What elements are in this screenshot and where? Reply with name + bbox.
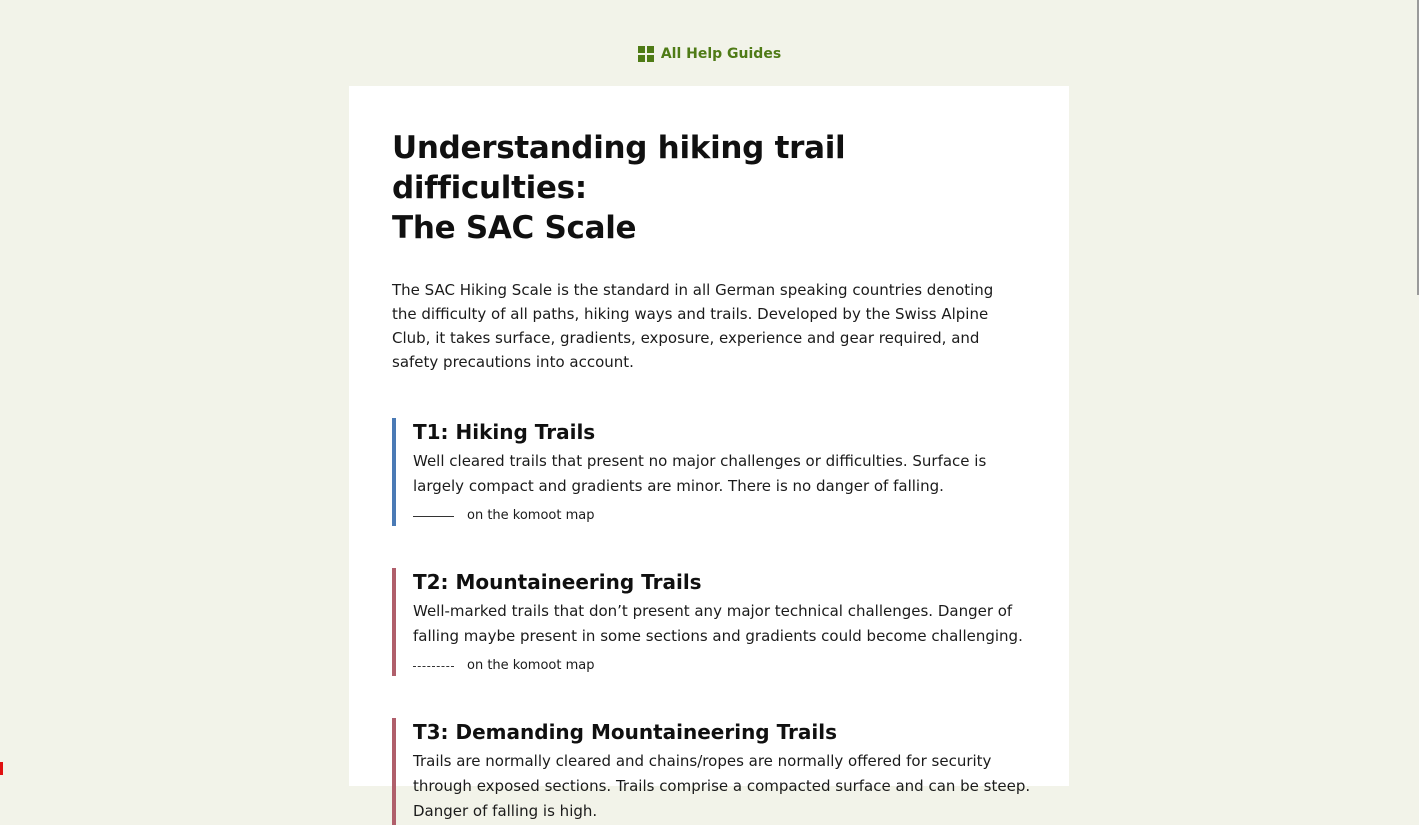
dashed-line-sample: [413, 666, 454, 667]
level-t1-description: Well cleared trails that present no major challenges or difficulties. Surface is largely compact and gradients are minor. There is no danger of falling.: [413, 452, 987, 495]
level-t3-title: T3: Demanding Mountaineering Trails: [413, 720, 838, 744]
all-help-guides-link[interactable]: [638, 46, 781, 62]
level-t3-section: [392, 718, 1031, 825]
level-t2-map-legend: [413, 657, 1026, 675]
all-help-guides-label: All Help Guides: [660, 46, 782, 62]
help-guides-nav: [0, 46, 1419, 62]
intro-paragraph: The SAC Hiking Scale is the standard in all German speaking countries denoting the difficulty of all paths, hiking ways and trails. Developed by the Swiss Alpine Club, it takes surface, gradients, exposure, experience and gear required, and safety precautions into account.: [392, 281, 994, 371]
level-t2-description: Well-marked trails that don’t present any major technical challenges. Danger of falling maybe present in some sections and gradients could become challenging.: [413, 602, 1023, 645]
level-t2-section: [392, 568, 1026, 676]
level-t1-section: [392, 418, 1026, 526]
level-t1-map-legend: [413, 507, 1026, 525]
grid-icon: [638, 46, 654, 62]
level-t3-description: Trails are normally cleared and chains/ropes are normally offered for security through exposed sections. Trails comprise a compacted surface and can be steep. Danger of falling is high.: [413, 752, 1031, 820]
article-card: [349, 86, 1069, 820]
level-t1-title: T1: Hiking Trails: [413, 420, 596, 444]
level-t2-legend-label: on the komoot map: [467, 658, 595, 673]
page-title-line1: Understanding hiking trail difficulties:: [392, 130, 846, 206]
page-title: [392, 128, 1026, 248]
page-title-line2: The SAC Scale: [392, 210, 637, 246]
level-t2-title: T2: Mountaineering Trails: [413, 570, 702, 594]
level-t1-legend-label: on the komoot map: [467, 508, 595, 523]
corner-marker: [0, 762, 3, 775]
solid-line-sample: [413, 516, 454, 517]
